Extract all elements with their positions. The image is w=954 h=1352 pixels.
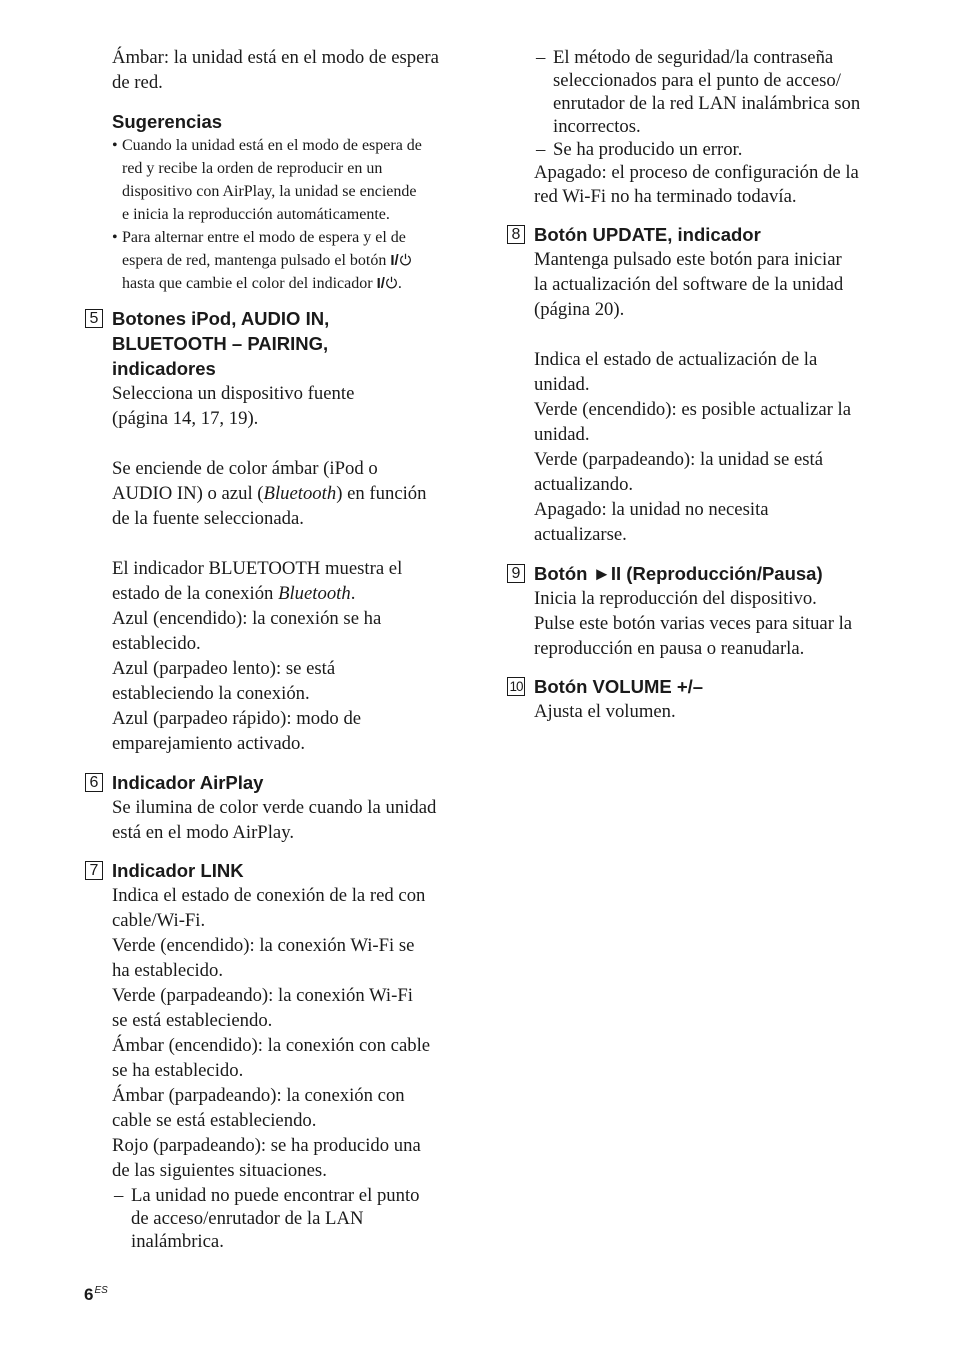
- dash-line: Se ha producido un error.: [553, 139, 743, 160]
- body-line: Rojo (parpadeando): se ha producido una: [112, 1135, 421, 1156]
- dash-line: inalámbrica.: [131, 1231, 224, 1252]
- body-line: actualizando.: [534, 474, 634, 495]
- body-line: Azul (encendido): la conexión se ha: [112, 608, 382, 629]
- body-line: [112, 481, 462, 506]
- body-line: El indicador BLUETOOTH muestra el: [112, 558, 403, 579]
- play-pause-icon: ►II: [592, 563, 622, 584]
- bullet: •: [112, 229, 118, 246]
- tip-line: dispositivo con AirPlay, la unidad se enciende: [122, 183, 417, 200]
- tips-heading: Sugerencias: [112, 111, 223, 132]
- body-line: reproducción en pausa o reanudarla.: [534, 638, 805, 659]
- power-symbol: I/: [376, 275, 385, 292]
- dash-marker: –: [114, 1185, 124, 1206]
- section-title: indicadores: [112, 358, 216, 379]
- title-text: Botón: [534, 563, 593, 584]
- page-number-value: 6: [84, 1285, 94, 1304]
- body-line: se ha establecido.: [112, 1060, 244, 1081]
- tip-text: hasta que cambie el color del indicador: [122, 275, 373, 292]
- body-line: Verde (encendido): la conexión Wi-Fi se: [112, 935, 415, 956]
- body-line: la actualización del software de la unidad: [534, 274, 844, 295]
- body-line: Indica el estado de conexión de la red con: [112, 885, 426, 906]
- body-line: Verde (parpadeando): la unidad se está: [534, 449, 824, 470]
- body-line: cable/Wi-Fi.: [112, 910, 206, 931]
- dash-line: La unidad no puede encontrar el punto: [131, 1185, 420, 1206]
- body-line: emparejamiento activado.: [112, 733, 306, 754]
- body-line: Selecciona un dispositivo fuente: [112, 383, 355, 404]
- section-title: Botones iPod, AUDIO IN,: [112, 308, 330, 329]
- tip-line: Para alternar entre el modo de espera y el de: [122, 229, 406, 246]
- body-line: Azul (parpadeo rápido): modo de: [112, 708, 362, 729]
- body-line: [112, 581, 462, 606]
- body-text: .: [350, 583, 356, 604]
- body-line: Apagado: el proceso de configuración de la: [534, 162, 859, 183]
- body-line: ha establecido.: [112, 960, 224, 981]
- body-line: actualizarse.: [534, 524, 627, 545]
- section-number-8: 8: [507, 225, 525, 244]
- power-icon: [385, 276, 398, 289]
- body-line: cable se está estableciendo.: [112, 1110, 317, 1131]
- body-line: red Wi-Fi no ha terminado todavía.: [534, 186, 797, 207]
- tip-line: red y recibe la orden de reproducir en un: [122, 160, 383, 177]
- body-line: Se enciende de color ámbar (iPod o: [112, 458, 378, 479]
- body-line: unidad.: [534, 374, 590, 395]
- dash-marker: –: [536, 47, 546, 68]
- body-line: Se ilumina de color verde cuando la unidad: [112, 797, 437, 818]
- body-line: unidad.: [534, 424, 590, 445]
- body-line: Ámbar (parpadeando): la conexión con: [112, 1085, 405, 1106]
- section-title: Indicador LINK: [112, 860, 244, 881]
- section-title: [534, 561, 823, 586]
- dash-marker: –: [536, 139, 546, 160]
- body-text-italic: Bluetooth: [263, 483, 337, 504]
- power-icon: [399, 253, 412, 266]
- body-line: (página 14, 17, 19).: [112, 408, 259, 429]
- title-text: (Reproducción/Pausa): [621, 563, 823, 584]
- tip-text: .: [397, 275, 402, 292]
- tip-line: Cuando la unidad está en el modo de espera de: [122, 137, 422, 154]
- tip-line: e inicia la reproducción automáticamente.: [122, 206, 390, 223]
- body-line: Ámbar (encendido): la conexión con cable: [112, 1035, 431, 1056]
- section-title: Botón VOLUME +/–: [534, 676, 704, 697]
- language-code: ES: [94, 1285, 108, 1296]
- body-line: Verde (parpadeando): la conexión Wi-Fi: [112, 985, 413, 1006]
- body-text-italic: Bluetooth: [278, 583, 351, 604]
- body-line: Verde (encendido): es posible actualizar la: [534, 399, 852, 420]
- dash-line: El método de seguridad/la contraseña: [553, 47, 834, 68]
- section-number-9: 9: [507, 564, 525, 583]
- body-line: está en el modo AirPlay.: [112, 822, 294, 843]
- body-line: de las siguientes situaciones.: [112, 1160, 327, 1181]
- page-number: [84, 1280, 108, 1306]
- body-line: Ajusta el volumen.: [534, 701, 676, 722]
- body-line: Mantenga pulsado este botón para iniciar: [534, 249, 842, 270]
- section-title: BLUETOOTH – PAIRING,: [112, 333, 329, 354]
- body-text: ) en función: [336, 483, 427, 504]
- section-title: Botón UPDATE, indicador: [534, 224, 761, 245]
- tip-line: [122, 249, 472, 272]
- section-number-6: 6: [85, 773, 103, 792]
- dash-line: enrutador de la red LAN inalámbrica son: [553, 93, 861, 114]
- section-number-5: 5: [85, 309, 103, 328]
- dash-line: seleccionados para el punto de acceso/: [553, 70, 841, 91]
- body-line: Indica el estado de actualización de la: [534, 349, 818, 370]
- body-line: se está estableciendo.: [112, 1010, 273, 1031]
- dash-line: de acceso/enrutador de la LAN: [131, 1208, 364, 1229]
- body-line: (página 20).: [534, 299, 625, 320]
- body-line: Pulse este botón varias veces para situar la: [534, 613, 853, 634]
- body-line: establecido.: [112, 633, 201, 654]
- intro-line: de red.: [112, 72, 163, 93]
- intro-line: Ámbar: la unidad está en el modo de espera: [112, 47, 439, 68]
- bullet: •: [112, 137, 118, 154]
- tip-line: [122, 272, 472, 295]
- body-line: estableciendo la conexión.: [112, 683, 310, 704]
- body-line: Apagado: la unidad no necesita: [534, 499, 769, 520]
- body-line: Inicia la reproducción del dispositivo.: [534, 588, 817, 609]
- tip-text: espera de red, mantenga pulsado el botón: [122, 252, 387, 269]
- dash-line: incorrectos.: [553, 116, 641, 137]
- body-text: estado de la conexión: [112, 583, 279, 604]
- section-title: Indicador AirPlay: [112, 772, 264, 793]
- section-number-7: 7: [85, 861, 103, 880]
- body-line: Azul (parpadeo lento): se está: [112, 658, 336, 679]
- body-line: de la fuente seleccionada.: [112, 508, 304, 529]
- body-text: AUDIO IN) o azul (: [112, 483, 264, 504]
- power-symbol: I/: [390, 252, 399, 269]
- section-number-10: 10: [507, 677, 525, 696]
